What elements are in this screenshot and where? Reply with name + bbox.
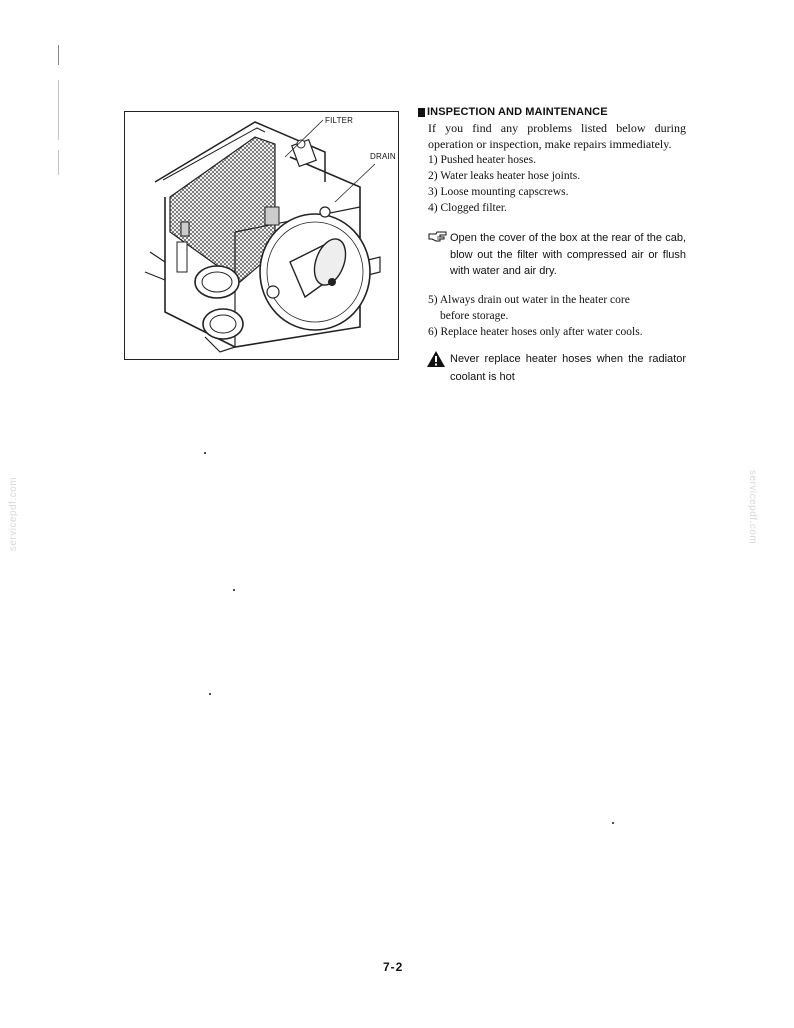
watermark-right: servicepdf.com [747,470,758,545]
scan-edge-mark [58,150,59,175]
list-item: 6) Replace heater hoses only after water cools. [428,325,643,338]
section-heading-text: INSPECTION AND MAINTENANCE [427,106,608,118]
warning-triangle-icon [426,350,450,386]
heater-unit-figure [124,111,399,360]
scan-speck [204,452,206,454]
list-item: 1) Pushed heater hoses. [428,154,536,166]
warning-note [418,350,686,386]
section-heading [418,106,686,118]
storage-list [428,292,686,340]
intro-paragraph: If you find any problems listed below during operation or inspection, make repairs immediately. [428,121,686,151]
list-item: 5) Always drain out water in the heater core [428,293,630,306]
scan-edge-mark [58,80,59,140]
callout-filter: FILTER [325,116,354,125]
list-item: 4) Clogged filter. [428,202,507,214]
list-item: 3) Loose mounting capscrews. [428,186,569,198]
callout-drain: DRAIN [370,152,396,161]
heading-marker [418,108,425,117]
scan-speck [612,822,614,824]
heater-unit-illustration [125,112,400,361]
list-item: 2) Water leaks heater hose joints. [428,170,581,182]
hand-pointer-icon [428,230,450,280]
list-item-continuation: before storage. [440,309,509,322]
problem-list [428,152,686,216]
scan-speck [233,589,235,591]
watermark-left: servicepdf.com [8,476,19,552]
filter-note [418,230,686,280]
page-number: 7-2 [383,960,404,974]
inspection-section [418,106,686,386]
note-text: Open the cover of the box at the rear of the cab, blow out the filter with compressed air or flush with water and air dry. [450,232,686,277]
scan-speck [209,693,211,695]
scan-edge-mark [58,45,59,65]
warning-text: Never replace heater hoses when the radiator coolant is hot [450,352,686,383]
